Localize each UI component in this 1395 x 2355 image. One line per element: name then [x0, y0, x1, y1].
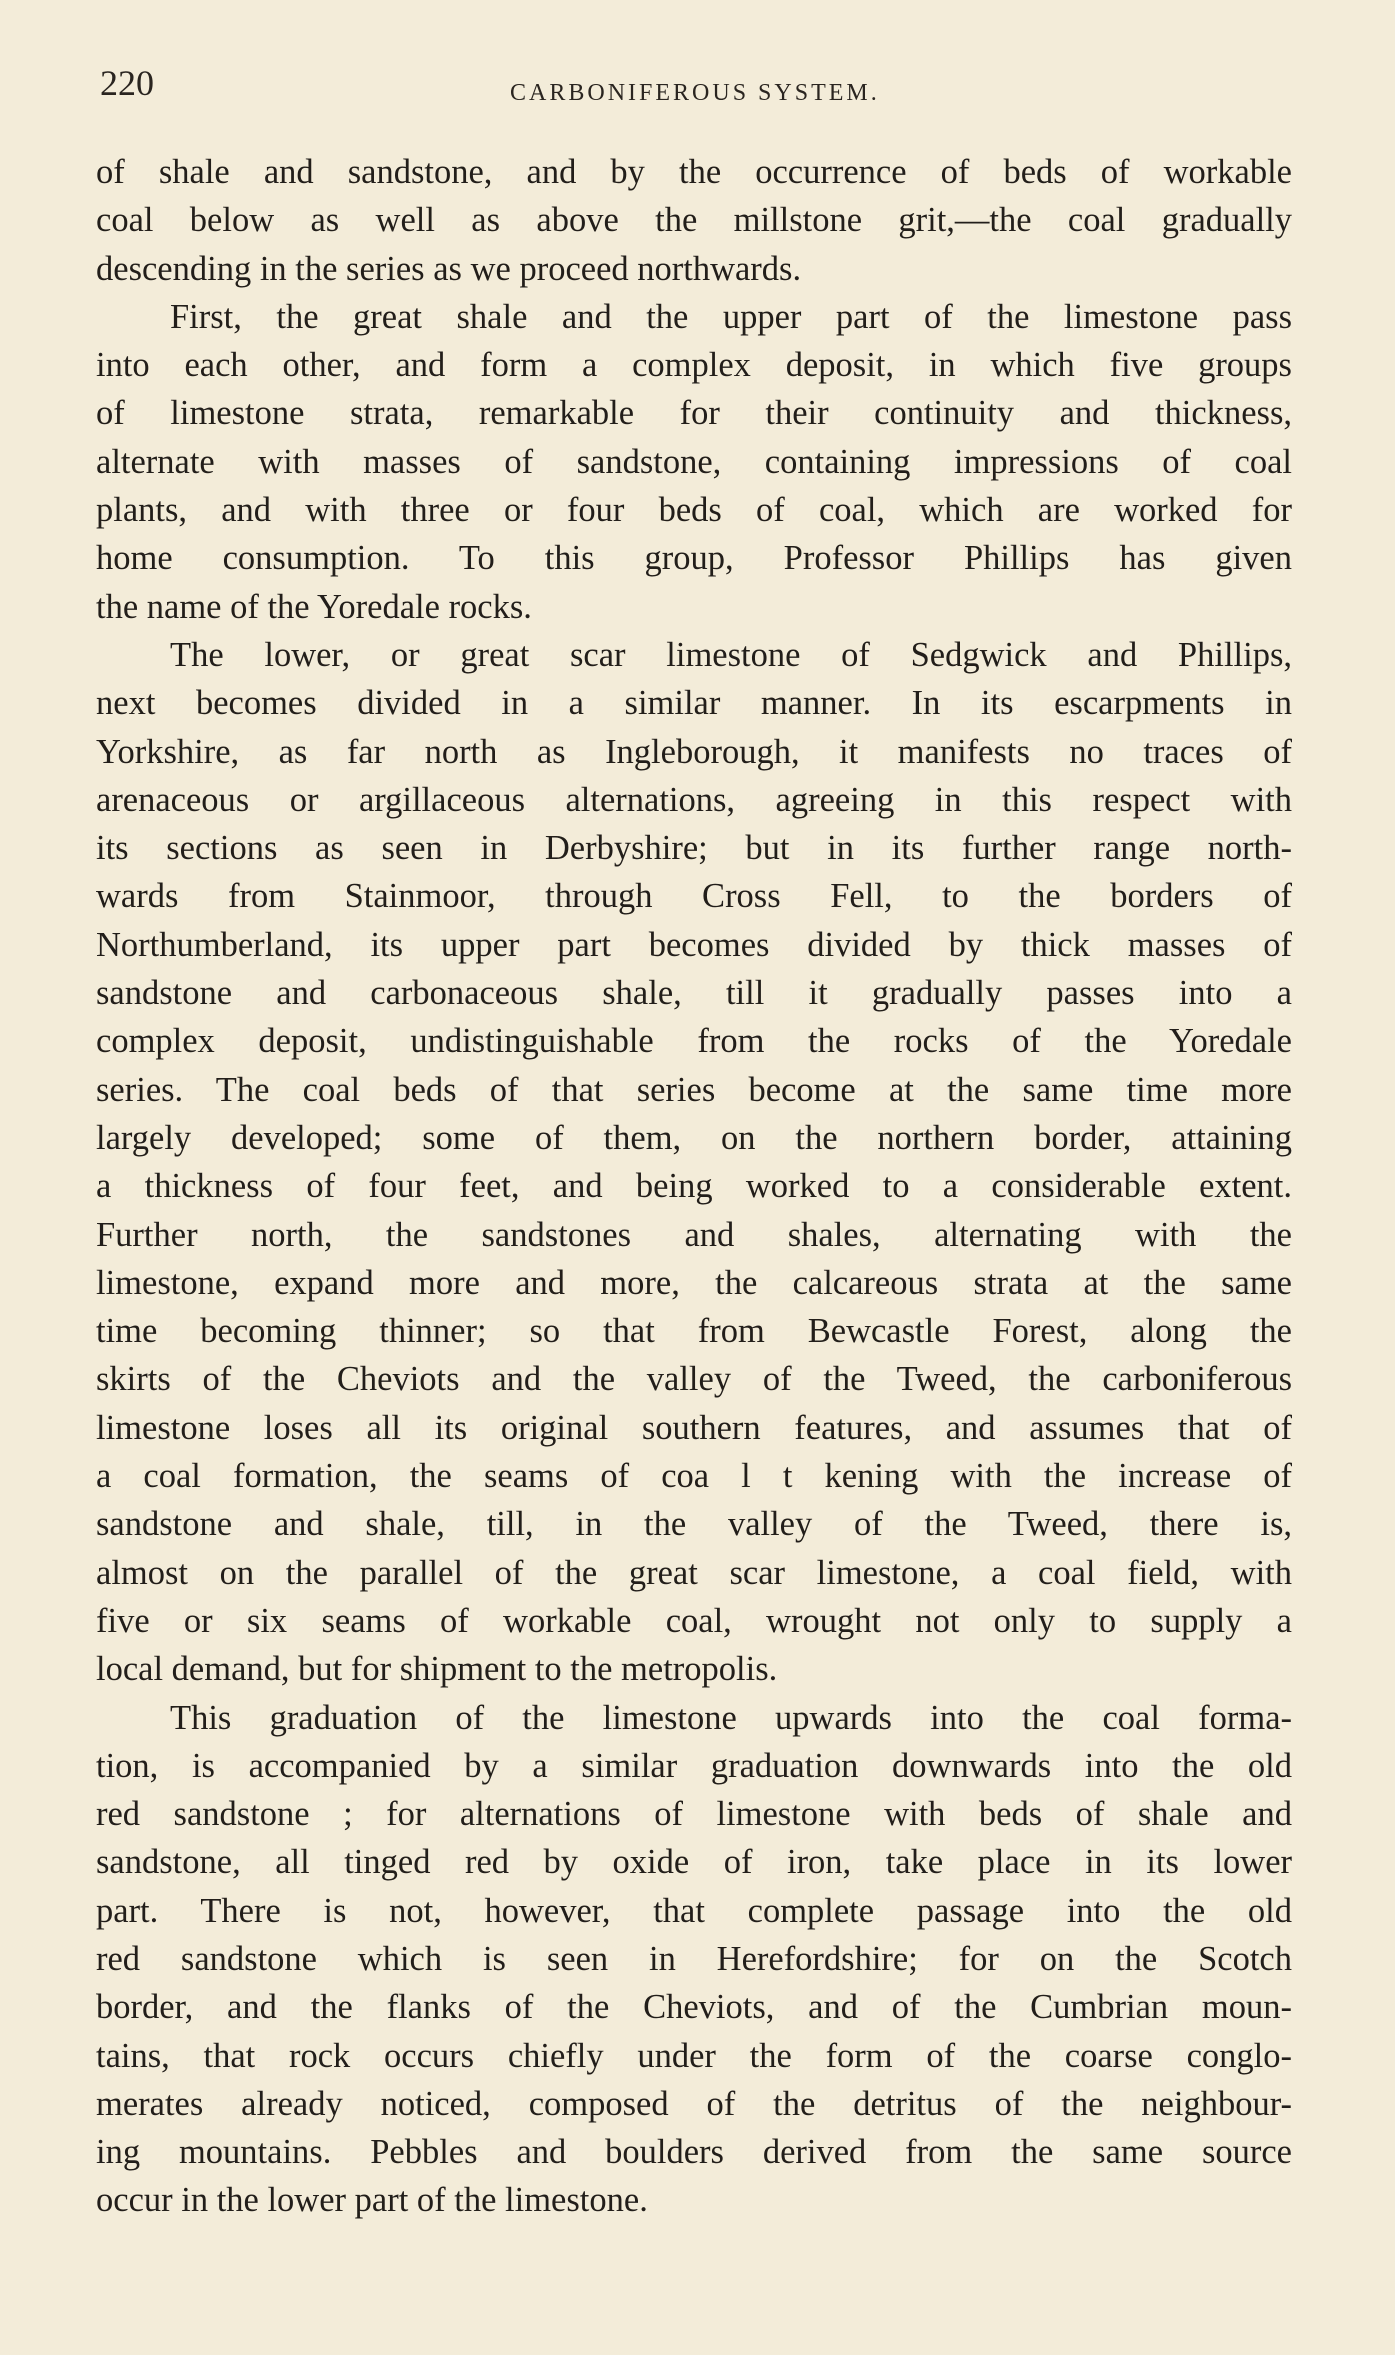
text-line: almost on the parallel of the great scar limestone, a coal field, with [96, 1553, 1292, 1592]
text-line: merates already noticed, composed of the detritus of the neighbour- [96, 2084, 1292, 2123]
paragraph [96, 293, 1292, 631]
paragraph [96, 631, 1292, 1694]
body-text [96, 148, 1292, 2225]
text-line: of limestone strata, remarkable for their continuity and thickness, [96, 394, 1292, 433]
text-line: five or six seams of workable coal, wrought not only to supply a [96, 1601, 1292, 1640]
text-line: sandstone and carbonaceous shale, till it gradually passes into a [96, 974, 1292, 1013]
text-line: First, the great shale and the upper part of the limestone pass [170, 297, 1292, 336]
text-line: a thickness of four feet, and being worked to a considerable extent. [96, 1167, 1292, 1206]
text-line: occur in the lower part of the limestone. [96, 2181, 648, 2220]
text-line: its sections as seen in Derbyshire; but in its further range north- [96, 829, 1292, 868]
text-line: plants, and with three or four beds of coal, which are worked for [96, 491, 1292, 530]
text-line: Yorkshire, as far north as Ingleborough, it manifests no traces of [96, 732, 1292, 771]
paragraph [96, 1694, 1292, 2225]
page-number: 220 [100, 63, 154, 103]
text-line: time becoming thinner; so that from Bewcastle Forest, along the [96, 1312, 1292, 1351]
text-line: tion, is accompanied by a similar graduation downwards into the old [96, 1746, 1292, 1785]
text-line: arenaceous or argillaceous alternations, agreeing in this respect with [96, 780, 1292, 819]
text-line: wards from Stainmoor, through Cross Fell, to the borders of [96, 877, 1292, 916]
text-line: border, and the flanks of the Cheviots, and of the Cumbrian moun- [96, 1988, 1292, 2027]
text-line: coal below as well as above the millstone grit,—the coal gradually [96, 201, 1292, 240]
text-line: local demand, but for shipment to the metropolis. [96, 1650, 778, 1689]
text-line: The lower, or great scar limestone of Sedgwick and Phillips, [170, 635, 1292, 674]
text-line: part. There is not, however, that complete passage into the old [96, 1891, 1292, 1930]
text-line: Further north, the sandstones and shales, alternating with the [96, 1215, 1292, 1254]
text-line: descending in the series as we proceed northwards. [96, 249, 802, 288]
text-line: largely developed; some of them, on the northern border, attaining [96, 1118, 1292, 1157]
text-line: skirts of the Cheviots and the valley of the Tweed, the carboniferous [96, 1360, 1292, 1399]
text-line: This graduation of the limestone upwards into the coal forma- [170, 1698, 1292, 1737]
page-header [100, 62, 1300, 112]
text-line: alternate with masses of sandstone, containing impressions of coal [96, 442, 1292, 481]
text-line: red sandstone ; for alternations of limestone with beds of shale and [96, 1795, 1292, 1834]
text-line: into each other, and form a complex deposit, in which five groups [96, 346, 1292, 385]
text-line: Northumberland, its upper part becomes divided by thick masses of [96, 925, 1292, 964]
text-line: limestone loses all its original southern features, and assumes that of [96, 1408, 1292, 1447]
text-line: complex deposit, undistinguishable from the rocks of the Yoredale [96, 1022, 1292, 1061]
text-line: limestone, expand more and more, the calcareous strata at the same [96, 1263, 1292, 1302]
text-line: series. The coal beds of that series become at the same time more [96, 1070, 1292, 1109]
text-line: ing mountains. Pebbles and boulders derived from the same source [96, 2133, 1292, 2172]
running-title: CARBONIFEROUS SYSTEM. [510, 80, 880, 106]
text-line: sandstone and shale, till, in the valley of the Tweed, there is, [96, 1505, 1292, 1544]
text-line: red sandstone which is seen in Herefordshire; for on the Scotch [96, 1939, 1292, 1978]
text-line: next becomes divided in a similar manner. In its escarpments in [96, 684, 1292, 723]
text-line: home consumption. To this group, Professor Phillips has given [96, 539, 1292, 578]
text-line: of shale and sandstone, and by the occurrence of beds of workable [96, 153, 1292, 191]
text-line: sandstone, all tinged red by oxide of iron, take place in its lower [96, 1843, 1292, 1882]
text-line: a coal formation, the seams of coa l t kening with the increase of [96, 1457, 1292, 1496]
text-line: the name of the Yoredale rocks. [96, 587, 532, 626]
paragraph [96, 148, 1292, 293]
text-line: tains, that rock occurs chiefly under the form of the coarse conglo- [96, 2036, 1292, 2075]
